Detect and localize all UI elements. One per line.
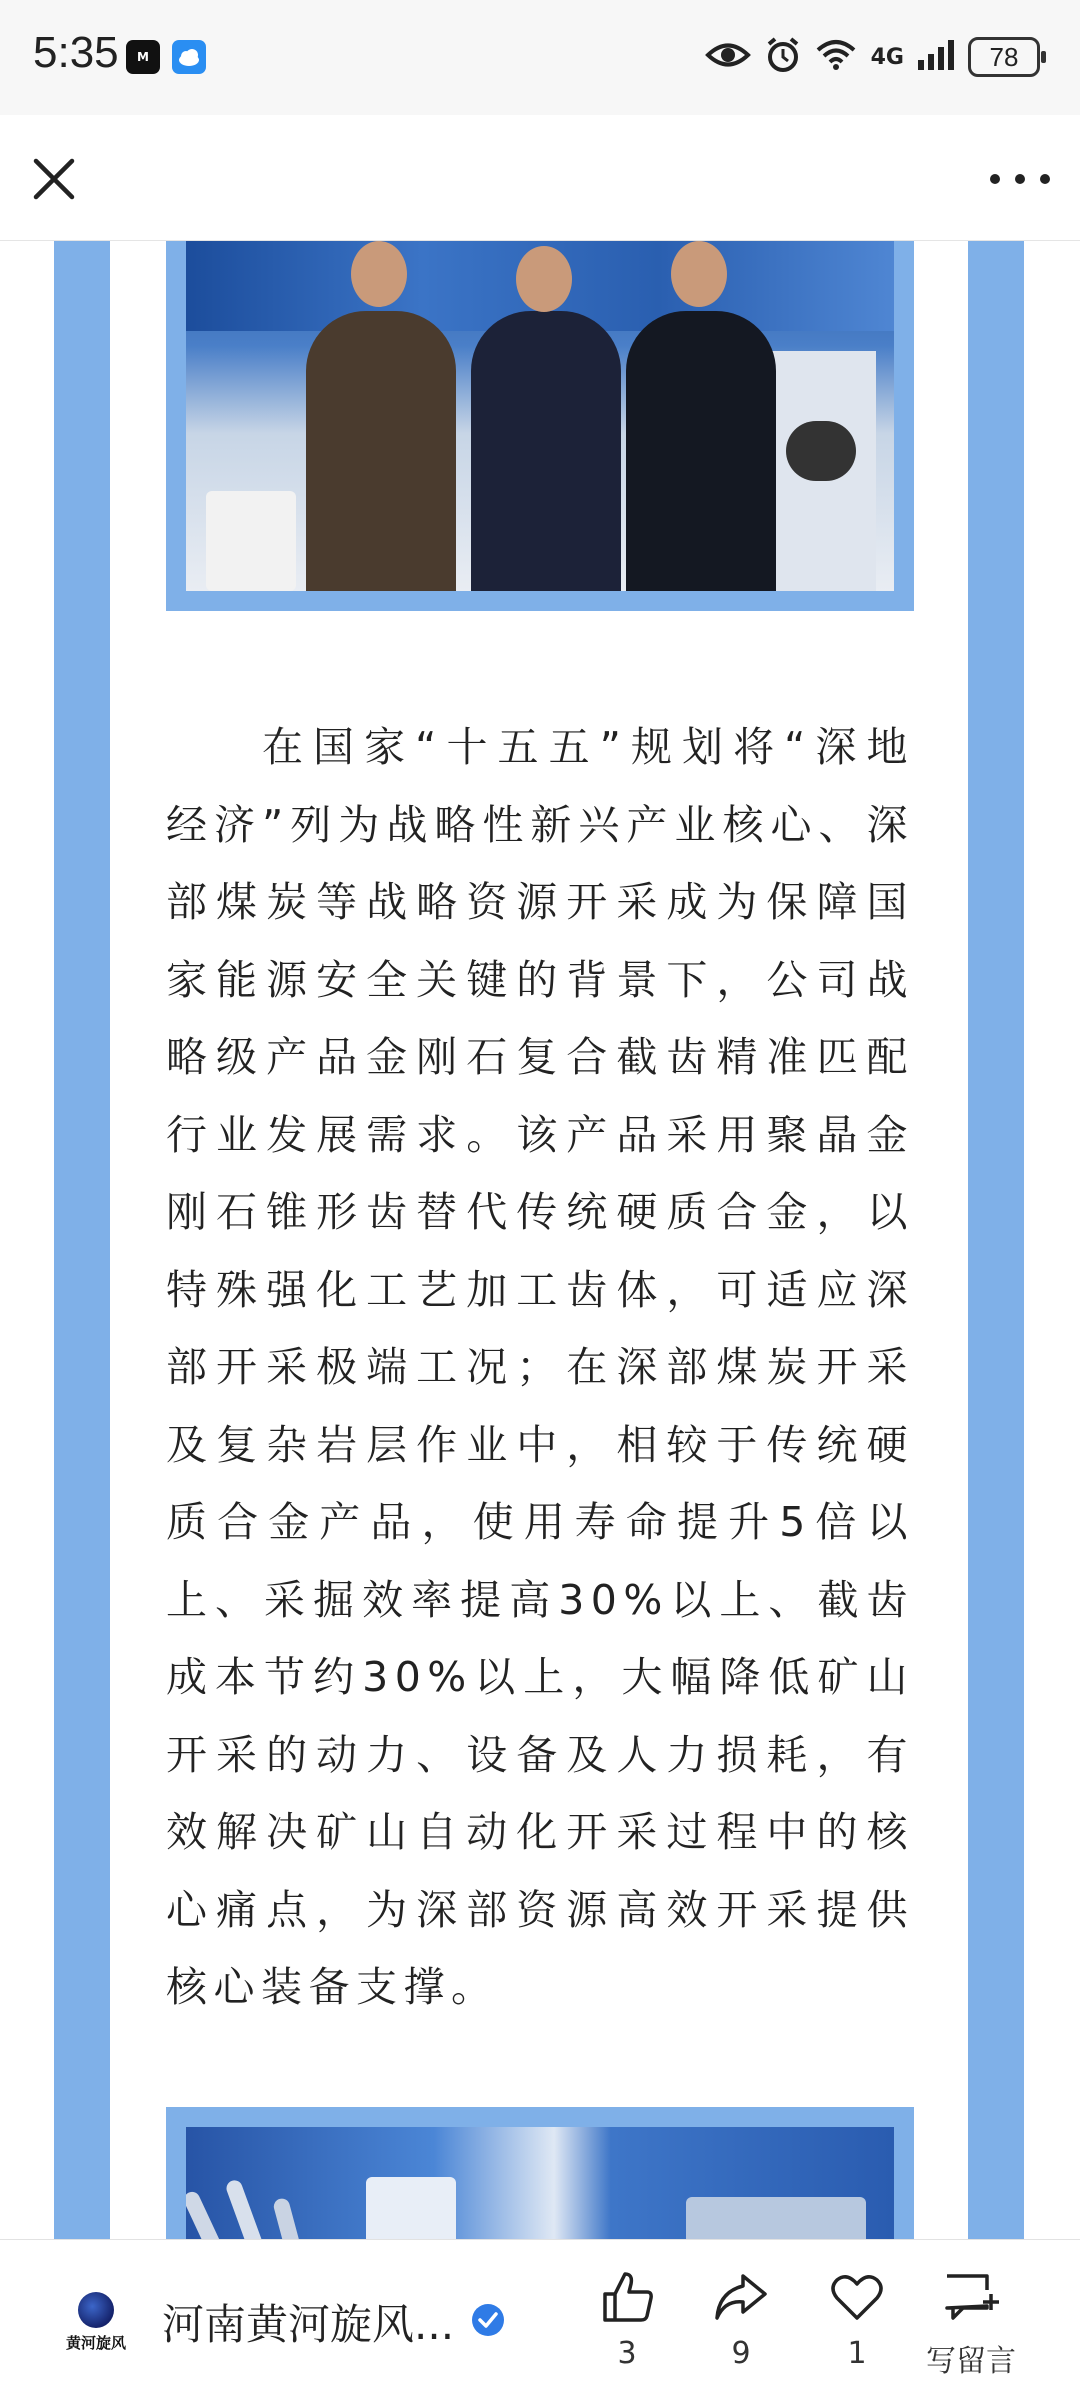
account-logo-text: 黄河旋风	[65, 2334, 126, 2352]
article-bottom-bar	[0, 2239, 1080, 2401]
account-logo-icon	[78, 2292, 114, 2328]
battery-icon: 78	[968, 37, 1040, 77]
like-count: 3	[617, 2336, 637, 2371]
close-icon	[28, 153, 80, 205]
favorite-count: 1	[847, 2336, 867, 2371]
network-type: 4G	[870, 44, 904, 70]
eye-icon	[705, 40, 751, 74]
alarm-icon	[765, 36, 801, 78]
more-icon	[990, 174, 1000, 184]
exhibition-photo-top	[166, 241, 914, 611]
signal-icon	[918, 40, 954, 74]
weather-app-icon	[172, 40, 206, 74]
comment-icon	[941, 2270, 1001, 2324]
account-name[interactable]: 河南黄河旋风...	[162, 2300, 455, 2349]
like-button[interactable]	[582, 2270, 672, 2371]
write-comment-label: 写留言	[926, 2344, 1016, 2379]
share-icon	[713, 2270, 769, 2324]
more-button[interactable]	[990, 165, 1050, 193]
wifi-icon	[815, 39, 857, 75]
account-logo[interactable]	[60, 2292, 132, 2354]
status-time: 5:35	[33, 28, 119, 77]
share-count: 9	[731, 2336, 751, 2371]
product-display-photo	[166, 2107, 914, 2239]
favorite-button[interactable]	[812, 2270, 902, 2371]
status-bar	[0, 0, 1080, 115]
thumbs-up-icon	[599, 2270, 655, 2324]
write-comment-button[interactable]	[916, 2270, 1026, 2380]
heart-icon	[829, 2270, 885, 2324]
article-top-bar	[0, 115, 1080, 241]
moji-weather-icon: M	[126, 40, 160, 74]
article-paragraph: 在国家“十五五”规划将“深地经济”列为战略性新兴产业核心、深部煤炭等战略资源开采成为保障国家能源安全关键的背景下，公司战略级产品金刚石复合截齿精准匹配行业发展需求。该产品采用聚晶金刚石锥形齿替代传统硬质合金，以特殊强化工艺加工齿体，可适应深部开采极端工况；在深部煤炭开采及复杂岩层作业中，相较于传统硬质合金产品，使用寿命提升5倍以上、采掘效率提高30%以上、截齿成本节约30%以上，大幅降低矿山开采的动力、设备及人力损耗，有效解决矿山自动化开采过程中的核心痛点，为深部资源高效开采提供核心装备支撑。	[166, 723, 914, 2011]
exhibition-photo-image	[186, 241, 894, 591]
share-button[interactable]	[696, 2270, 786, 2371]
verified-badge-icon	[472, 2304, 504, 2336]
product-display-image	[186, 2127, 894, 2239]
close-button[interactable]	[28, 153, 80, 205]
article-content[interactable]	[0, 241, 1080, 2239]
